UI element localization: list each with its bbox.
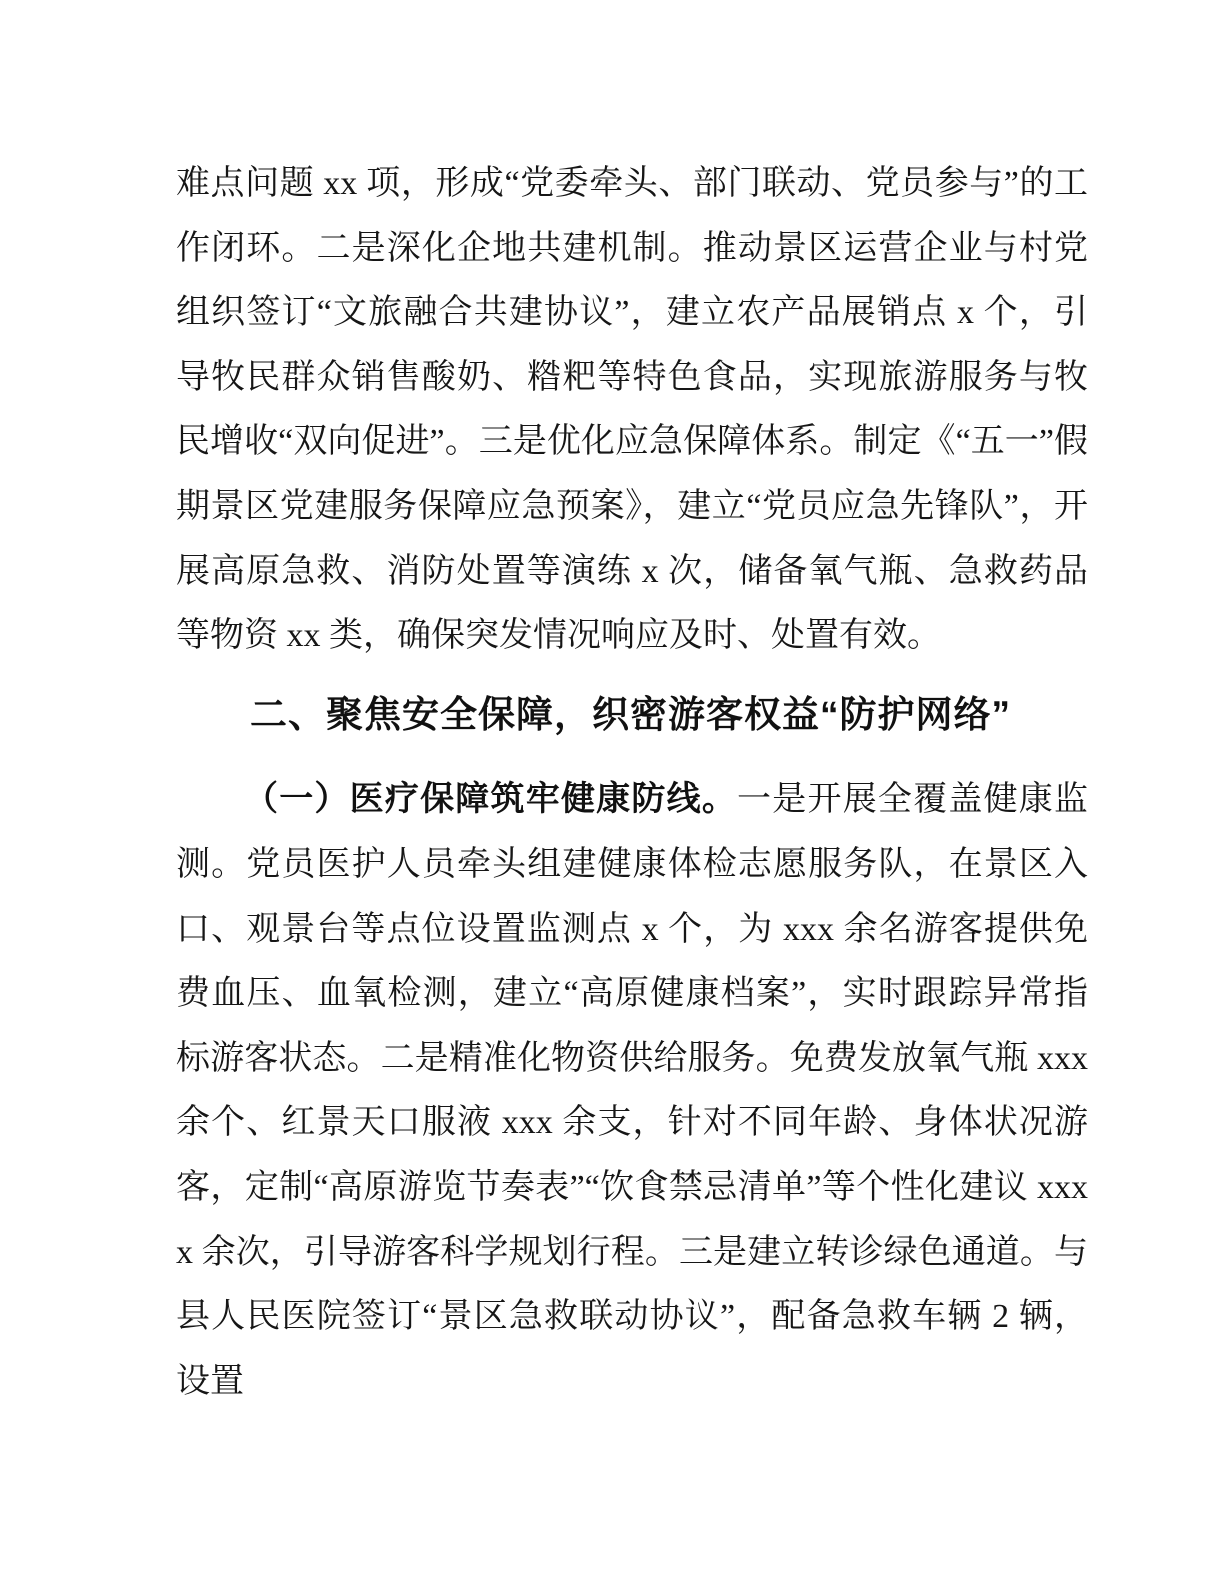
paragraph-continuation: 难点问题 xx 项，形成“党委牵头、部门联动、党员参与”的工作闭环。二是深化企地共建机制。推动景区运营企业与村党组织签订“文旅融合共建协议”，建立农产品展销点 x 个，引导牧民群众销售酸奶、糌粑等特色食品，实现旅游服务与牧民增收“双向促进”。三是优化应急保障体系。制定《“五一”假期景区党建服务保障应急预案》，建立“党员应急先锋队”，开展高原急救、消防处置等演练 x 次，储备氧气瓶、急救药品等物资 xx 类，确保突发情况响应及时、处置有效。 bbox=[176, 165, 1088, 655]
paragraph-body-text: 一是开展全覆盖健康监测。党员医护人员牵头组建健康体检志愿服务队，在景区入口、观景台等点位设置监测点 x 个，为 xxx 余名游客提供免费血压、血氧检测，建立“高原健康档案”，实时跟踪异常指标游客状态。二是精准化物资供给服务。免费发放氧气瓶 xxx 余个、红景天口服液 xxx 余支，针对不同年龄、身体状况游客，定制“高原游览节奏表”“饮食禁忌清单”等个性化建议 xxxx 余次，引导游客科学规划行程。三是建立转诊绿色通道。与县人民医院签订“景区急救联动协议”，配备急救车辆 2 辆，设置 bbox=[176, 781, 1089, 1400]
paragraph-lead-bold: （一）医疗保障筑牢健康防线。 bbox=[244, 780, 738, 819]
paragraph-medical-support bbox=[176, 767, 1088, 1414]
section-heading: 二、聚焦安全保障，织密游客权益“防护网络” bbox=[250, 693, 1011, 735]
